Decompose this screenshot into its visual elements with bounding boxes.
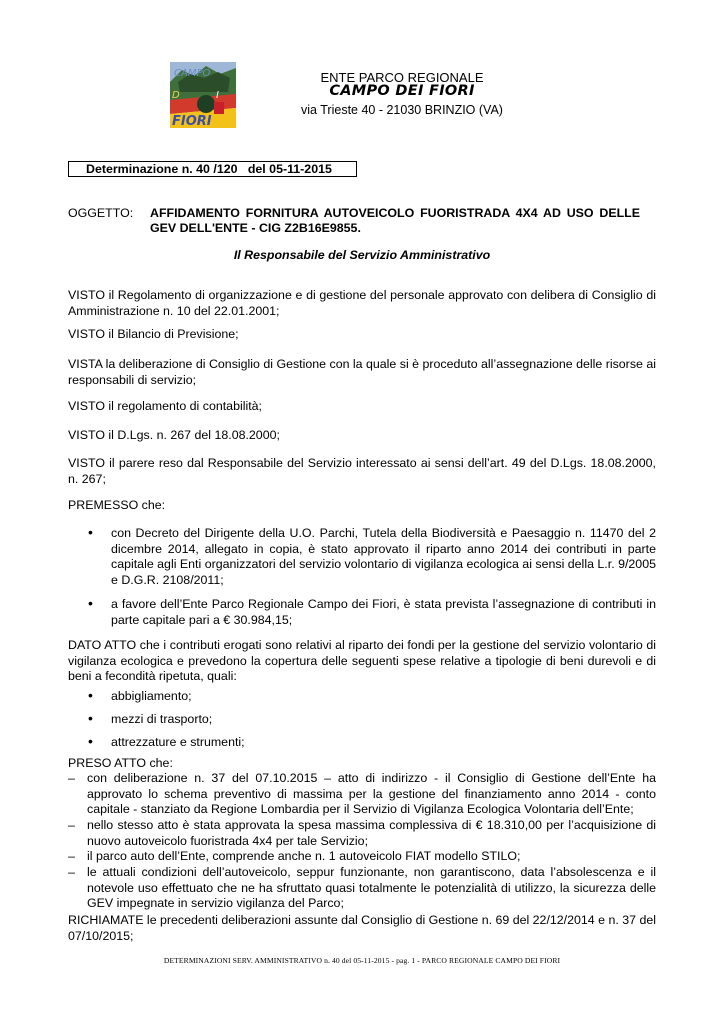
bullet-icon: • bbox=[88, 524, 93, 540]
visto-parere: VISTO il parere reso dal Responsabile del Servizio interessato ai sensi dell’art. 49 del D.Lgs. 18.08.2000, n. 267; bbox=[68, 456, 656, 486]
logo-text-campo: CAMPO bbox=[174, 68, 211, 79]
visto-bilancio: VISTO il Bilancio di Previsione; bbox=[68, 327, 239, 341]
org-line: ENTE PARCO REGIONALE bbox=[320, 70, 484, 85]
list-item: abbigliamento; bbox=[111, 689, 192, 703]
dash-icon: – bbox=[68, 865, 75, 879]
list-item: a favore dell’Ente Parco Regionale Campo dei Fiori, è stata prevista l’assegnazione di contributi in parte capitale pari a € 30.984,15; bbox=[111, 597, 656, 627]
bullet-icon: • bbox=[88, 710, 93, 726]
list-item: mezzi di trasporto; bbox=[111, 712, 213, 726]
svg-text:FIORI: FIORI bbox=[172, 114, 212, 128]
list-item: nello stesso atto è stata approvata la spesa massima complessiva di € 18.310,00 per l’acquisizione di nuovo autoveicolo fuoristrada 4x4 per tale Servizio; bbox=[87, 818, 656, 848]
dash-icon: – bbox=[68, 771, 75, 785]
richiamate: RICHIAMATE le precedenti deliberazioni assunte dal Consiglio di Gestione n. 69 del 22/12/2014 e n. 37 del 07/10/2015; bbox=[68, 913, 656, 943]
dash-icon: – bbox=[68, 818, 75, 832]
oggetto-text: AFFIDAMENTO FORNITURA AUTOVEICOLO FUORISTRADA 4X4 AD USO DELLE GEV DELL'ENTE - CIG Z2B16E9855. bbox=[150, 206, 640, 235]
responsabile-heading: Il Responsabile del Servizio Amministrativo bbox=[233, 248, 491, 262]
list-item: con Decreto del Dirigente della U.O. Parchi, Tutela della Biodiversità e Paesaggio n. 11470 del 2 dicembre 2014, allegato in copia, è stato approvato il riparto anno 2014 dei contributi in parte capitale agli Enti organizzatori del servizio volontario di vigilanza ecologica ai sensi della L.r. 9/2005 e D.G.R. 2108/2011; bbox=[111, 526, 656, 587]
vista-deliberazione: VISTA la deliberazione di Consiglio di Gestione con la quale si è proceduto all’assegnazione delle risorse ai responsabili di servizio; bbox=[68, 357, 656, 387]
list-item: attrezzature e strumenti; bbox=[111, 735, 245, 749]
org-address: via Trieste 40 - 21030 BRINZIO (VA) bbox=[301, 103, 503, 117]
visto-dlgs: VISTO il D.Lgs. n. 267 del 18.08.2000; bbox=[68, 428, 280, 442]
dash-icon: – bbox=[68, 849, 75, 863]
bullet-icon: • bbox=[88, 687, 93, 703]
bullet-icon: • bbox=[88, 595, 93, 611]
bullet-icon: • bbox=[88, 733, 93, 749]
list-item: con deliberazione n. 37 del 07.10.2015 – atto di indirizzo - il Consiglio di Gestione dell’Ente ha approvato lo schema preventivo di massima per la gestione del finanziamento anno 2014 - conto capitale - stanziato da Regione Lombardia per il Servizio di Vigilanza Ecologica Volontaria dell’Ente; bbox=[87, 771, 656, 817]
svg-text:I: I bbox=[216, 90, 219, 101]
dato-atto: DATO ATTO che i contributi erogati sono relativi al riparto dei fondi per la gestione del servizio volontario di vigilanza ecologica e prevedono la copertura delle seguenti spese relative a tipologie di beni durevoli e di beni a fecondità ripetuta, quali: bbox=[68, 638, 656, 684]
list-item: le attuali condizioni dell’autoveicolo, seppur funzionante, non garantiscono, data l’absolescenza e il notevole uso effettuato che ne ha sfruttato quasi totalmente le potenzialità di utilizzo, la sicurezza delle GEV impegnate in servizio vigilanza del Parco; bbox=[87, 865, 656, 911]
org-name: CAMPO DEI FIORI bbox=[329, 83, 475, 99]
oggetto-label: OGGETTO: bbox=[68, 206, 134, 220]
visto-regolamento: VISTO il Regolamento di organizzazione e di gestione del personale approvato con delibera di Consiglio di Amministrazione n. 10 del 22.01.2001; bbox=[68, 288, 656, 318]
preso-atto-heading: PRESO ATTO che: bbox=[68, 756, 173, 770]
visto-contabilita: VISTO il regolamento di contabilità; bbox=[68, 399, 262, 413]
page-footer: DETERMINAZIONI SERV. AMMINISTRATIVO n. 40 del 05-11-2015 - pag. 1 - PARCO REGIONALE CAMPO DEI FIORI bbox=[163, 956, 561, 965]
premesso-heading: PREMESSO che: bbox=[68, 498, 166, 512]
svg-text:D: D bbox=[172, 90, 180, 101]
list-item: il parco auto dell’Ente, comprende anche n. 1 autoveicolo FIAT modello STILO; bbox=[87, 849, 521, 863]
determinazione-box: Determinazione n. 40 /120 del 05-11-2015 bbox=[68, 161, 357, 177]
park-logo bbox=[170, 62, 236, 128]
